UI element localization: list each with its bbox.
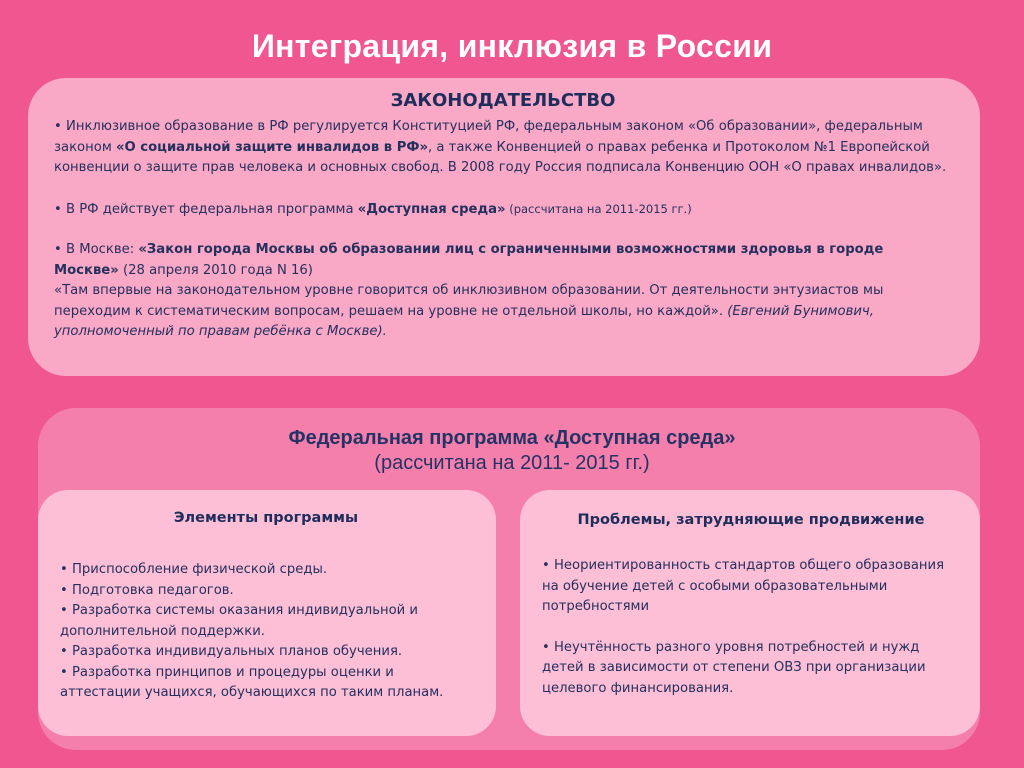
list-item: • Разработка системы оказания индивидуальной и дополнительной поддержки. [60,603,418,639]
list-item: • Неориентированность стандартов общего образования на обучение детей с особыми образовательными потребностями [542,558,945,614]
p1-law-name: «О социальной защите инвалидов в РФ» [115,139,428,155]
elements-list [60,560,472,704]
elements-heading: Элементы программы [173,510,359,526]
p2-program-name: «Доступная среда» [357,201,506,217]
legislation-text [54,117,952,343]
slide-title: Интеграция, инклюзия в России [251,28,773,64]
legislation-paragraph-2 [54,199,952,221]
program-title: Федеральная программа «Доступная среда» [288,427,736,449]
problems-card [520,490,980,736]
problems-heading: Проблемы, затрудняющие продвижение [577,512,925,528]
list-item: • Приспособление физической среды. [60,562,328,577]
p3-text-b: (28 апреля 2010 года N 16) [118,262,313,278]
list-item: • Подготовка педагогов. [60,582,234,598]
problems-list [542,556,960,699]
list-item: • Неучтённость разного уровня потребностей и нужд детей в зависимости от степени ОВЗ при организации целевого финансирования. [542,639,926,696]
program-heading [0,426,1024,476]
p1-text-a: • Инклюзивное образование в РФ регулируется Конституцией РФ, федеральным законом «Об образовании», федеральным законом [54,119,923,155]
p1-text-b: , а также Конвенцией о правах ребенка и Протоколом №1 Европейской конвенции о защите прав человека и основных свобод. В 2008 году Россия подписала Конвенцию ООН «О правах инвалидов». [54,139,947,175]
quote-author: (Евгений Бунимович, уполномоченный по правам ребёнка с Москве). [54,303,874,339]
legislation-paragraph-1 [54,117,952,179]
list-item: • Разработка принципов и процедуры оценки и аттестации учащихся, обучающихся по таким планам. [60,664,444,700]
elements-card [38,490,496,736]
legislation-quote [54,281,952,343]
legislation-heading: ЗАКОНОДАТЕЛЬСТВО [390,90,616,111]
p3-text-a: • В Москве: [54,242,139,257]
list-item: • Разработка индивидуальных планов обучения. [60,644,403,659]
legislation-panel [28,78,980,376]
legislation-paragraph-3 [54,240,952,281]
quote-text: «Там впервые на законодательном уровне говорится об инклюзивном образовании. От деятельности энтузиастов мы переходим к систематическим вопросам, решаем на уровне не отдельной школы, но каждой». [54,283,884,319]
p3-law-name: «Закон города Москвы об образовании лиц с ограниченными возможностями здоровья в городе Москве» [54,242,884,278]
p2-text-a: • В РФ действует федеральная программа [54,201,358,217]
program-subtitle: (рассчитана на 2011- 2015 гг.) [374,452,650,474]
p2-period: (рассчитана на 2011-2015 гг.) [505,201,692,216]
